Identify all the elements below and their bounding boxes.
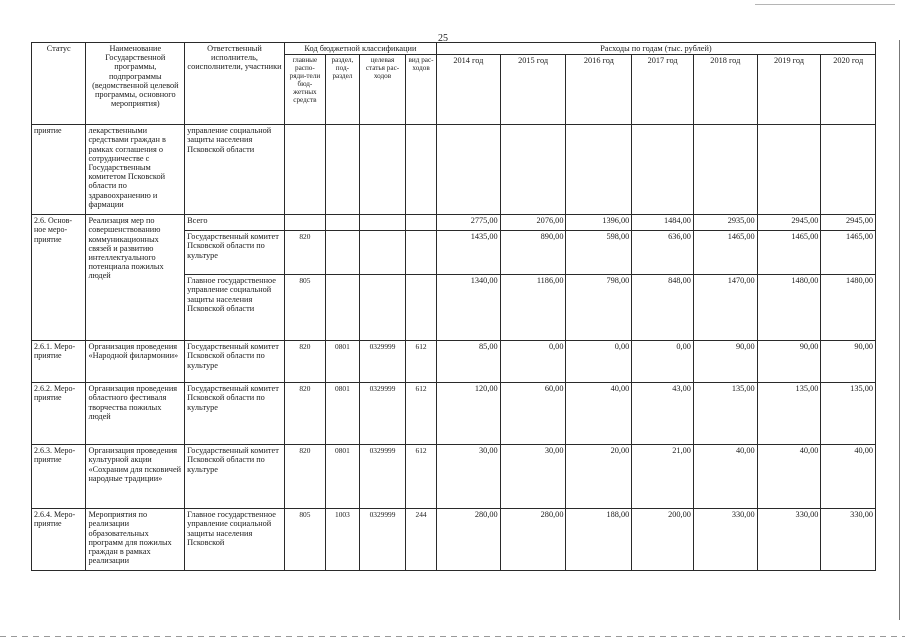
cell-value: 280,00 [500, 509, 566, 571]
cell-value: 120,00 [436, 383, 500, 445]
cell-value: 0,00 [500, 341, 566, 383]
cell-value: 1484,00 [632, 215, 694, 231]
cell-value: 135,00 [821, 383, 876, 445]
cell-value: 1480,00 [821, 275, 876, 341]
header-status: Статус [32, 43, 86, 125]
cell-grbs: 805 [284, 509, 325, 571]
cell-value: 1470,00 [693, 275, 757, 341]
cell-value: 20,00 [566, 445, 632, 509]
cell-value: 2775,00 [436, 215, 500, 231]
cell-value: 2935,00 [693, 215, 757, 231]
cell-value: 636,00 [632, 231, 694, 275]
cell-value: 848,00 [632, 275, 694, 341]
header-year: 2020 год [821, 55, 876, 125]
cell-value: 1396,00 [566, 215, 632, 231]
row-name: лекарственными средствами граждан в рамках соглашения о сотрудничестве с Государственным комитетом Псковской области по здравоохранению и фармации [86, 125, 185, 215]
cell-vr [406, 215, 437, 231]
cell-vr: 612 [406, 341, 437, 383]
cell-value: 135,00 [693, 383, 757, 445]
header-code-vr: вид рас-ходов [406, 55, 437, 125]
cell-grbs [284, 215, 325, 231]
row-responsible: Главное государственное управление социальной защиты населения Псковской области [185, 275, 285, 341]
page-number: 25 [438, 33, 448, 44]
cell-value: 1465,00 [757, 231, 821, 275]
cell-rzpr: 1003 [325, 509, 359, 571]
cell-value: 90,00 [693, 341, 757, 383]
header-year: 2019 год [757, 55, 821, 125]
cell-value: 798,00 [566, 275, 632, 341]
cell-value: 200,00 [632, 509, 694, 571]
table-row [32, 445, 876, 509]
cell-value: 1465,00 [693, 231, 757, 275]
cell-vr [406, 231, 437, 275]
header-code-rzpr: раздел, под-раздел [325, 55, 359, 125]
header-year: 2018 год [693, 55, 757, 125]
row-status: 2.6.1. Меро-приятие [32, 341, 86, 383]
budget-table [31, 42, 876, 571]
scan-artifact-bottom [0, 636, 905, 637]
cell-grbs: 820 [284, 445, 325, 509]
cell-value: 890,00 [500, 231, 566, 275]
cell-csr [359, 275, 405, 341]
cell-value: 60,00 [500, 383, 566, 445]
header-name: Наименование Государственной программы, подпрограммы (ведомственной целевой программы, основного мероприятия) [86, 43, 185, 125]
row-status: 2.6.4. Меро-приятие [32, 509, 86, 571]
cell-csr: 0329999 [359, 445, 405, 509]
cell-value: 280,00 [436, 509, 500, 571]
cell-vr: 612 [406, 383, 437, 445]
table-row [32, 383, 876, 445]
cell-value: 43,00 [632, 383, 694, 445]
table-row [32, 341, 876, 383]
header-year: 2017 год [632, 55, 694, 125]
cell-value: 1465,00 [821, 231, 876, 275]
header-row-1 [32, 43, 876, 55]
cell-grbs: 805 [284, 275, 325, 341]
cell-rzpr: 0801 [325, 341, 359, 383]
cell-value: 330,00 [693, 509, 757, 571]
cell-value: 135,00 [757, 383, 821, 445]
row-responsible: Государственный комитет Псковской области по культуре [185, 445, 285, 509]
cell-csr: 0329999 [359, 383, 405, 445]
cell-grbs: 820 [284, 231, 325, 275]
cell-csr [359, 231, 405, 275]
header-code-grbs: главные распо-ряди-тели бюд-жетных средств [284, 55, 325, 125]
row-status: приятие [32, 125, 86, 215]
cell-value: 1435,00 [436, 231, 500, 275]
row-responsible: Государственный комитет Псковской области по культуре [185, 341, 285, 383]
cell-value: 30,00 [436, 445, 500, 509]
cell-value: 85,00 [436, 341, 500, 383]
cell-vr [406, 275, 437, 341]
row-responsible: Главное государственное управление социальной защиты населения Псковской [185, 509, 285, 571]
cell-value: 0,00 [632, 341, 694, 383]
row-responsible: Всего [185, 215, 285, 231]
cell-value: 1480,00 [757, 275, 821, 341]
header-year: 2016 год [566, 55, 632, 125]
cell-value: 2945,00 [821, 215, 876, 231]
cell-rzpr [325, 215, 359, 231]
table-row [32, 125, 876, 215]
cell-value: 2076,00 [500, 215, 566, 231]
cell-grbs: 820 [284, 383, 325, 445]
scan-artifact-top [755, 4, 895, 5]
cell-value: 40,00 [693, 445, 757, 509]
cell-grbs: 820 [284, 341, 325, 383]
header-year: 2015 год [500, 55, 566, 125]
cell-csr: 0329999 [359, 341, 405, 383]
cell-value: 90,00 [757, 341, 821, 383]
cell-value: 188,00 [566, 509, 632, 571]
cell-value: 1186,00 [500, 275, 566, 341]
row-name: Организация проведения культурной акции «Сохраним для псковичей народные традиции» [86, 445, 185, 509]
cell-rzpr: 0801 [325, 383, 359, 445]
table-row [32, 509, 876, 571]
cell-value: 0,00 [566, 341, 632, 383]
cell-value: 598,00 [566, 231, 632, 275]
row-name: Реализация мер по совершенствованию коммуникационных связей и развитию интеллектуального потенциала пожилых людей [86, 215, 185, 341]
header-year: 2014 год [436, 55, 500, 125]
header-responsible: Ответственный исполнитель, соисполнители, участники [185, 43, 285, 125]
cell-value: 90,00 [821, 341, 876, 383]
row-responsible: Государственный комитет Псковской области по культуре [185, 231, 285, 275]
cell-value: 40,00 [821, 445, 876, 509]
row-status: 2.6.3. Меро-приятие [32, 445, 86, 509]
row-status: 2.6. Основ-ное меро-приятие [32, 215, 86, 341]
row-name: Мероприятия по реализации образовательных программ для пожилых граждан в рамках реализации [86, 509, 185, 571]
row-responsible: управление социальной защиты населения Псковской области [185, 125, 285, 215]
scan-artifact-edge [899, 40, 900, 620]
cell-rzpr [325, 231, 359, 275]
header-code-group: Код бюджетной классификации [284, 43, 436, 55]
table-row [32, 215, 876, 231]
cell-rzpr [325, 275, 359, 341]
cell-csr [359, 215, 405, 231]
cell-vr: 244 [406, 509, 437, 571]
header-expenses-group: Расходы по годам (тыс. рублей) [436, 43, 875, 55]
cell-value: 21,00 [632, 445, 694, 509]
cell-value: 1340,00 [436, 275, 500, 341]
cell-value: 330,00 [757, 509, 821, 571]
cell-value: 2945,00 [757, 215, 821, 231]
cell-value: 40,00 [566, 383, 632, 445]
cell-value: 40,00 [757, 445, 821, 509]
row-name: Организация проведения областного фестиваля творчества пожилых людей [86, 383, 185, 445]
row-name: Организация проведения «Народной филармонии» [86, 341, 185, 383]
cell-vr: 612 [406, 445, 437, 509]
cell-value: 30,00 [500, 445, 566, 509]
row-status: 2.6.2. Меро-приятие [32, 383, 86, 445]
cell-value: 330,00 [821, 509, 876, 571]
cell-rzpr: 0801 [325, 445, 359, 509]
row-responsible: Государственный комитет Псковской области по культуре [185, 383, 285, 445]
header-code-csr: целевая статья рас-ходов [359, 55, 405, 125]
cell-csr: 0329999 [359, 509, 405, 571]
